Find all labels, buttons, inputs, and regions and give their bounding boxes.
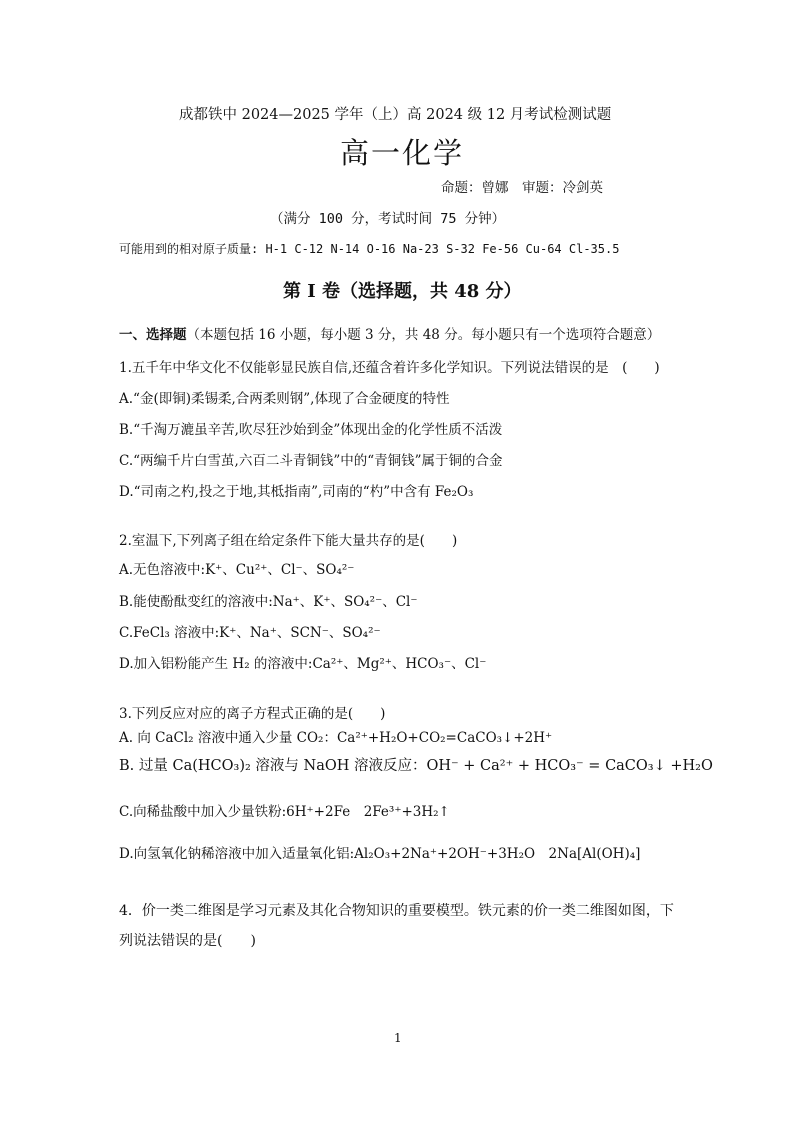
atomic-masses: 可能用到的相对原子质量: H-1 C-12 N-14 O-16 Na-23 S-32 Fe-56 Cu-64 Cl-35.5	[119, 242, 620, 256]
question-4-stem-line-2: 列说法错误的是( )	[119, 933, 256, 949]
question-3-option-c: C.向稀盐酸中加入少量铁粉:6H⁺+2Fe 2Fe³⁺+3H₂↑	[119, 804, 450, 820]
question-1-stem: 1.五千年中华文化不仅能彰显民族自信,还蕴含着许多化学知识。下列说法错误的是 ( )	[119, 360, 660, 376]
question-3-option-b: B. 过量 Ca(HCO₃)₂ 溶液与 NaOH 溶液反应：OH⁻ + Ca²⁺ + HCO₃⁻ = CaCO₃↓ +H₂O	[119, 758, 713, 774]
question-4-stem-line-1: 4．价一类二维图是学习元素及其化合物知识的重要模型。铁元素的价一类二维图如图，下	[119, 903, 674, 919]
question-1-option-a: A.“金(即铜)柔锡柔,合两柔则钢”,体现了合金硬度的特性	[119, 391, 450, 407]
question-1-option-d: D.“司南之杓,投之于地,其柢指南”,司南的“杓”中含有 Fe₂O₃	[119, 484, 474, 500]
exam-title: 成都铁中 2024—2025 学年（上）高 2024 级 12 月考试检测试题	[179, 107, 612, 123]
question-2-option-d: D.加入铝粉能产生 H₂ 的溶液中:Ca²⁺、Mg²⁺、HCO₃⁻、Cl⁻	[119, 656, 487, 672]
question-1-option-b: B.“千淘万漉虽辛苦,吹尽狂沙始到金”体现出金的化学性质不活泼	[119, 422, 503, 438]
question-2-option-a: A.无色溶液中:K⁺、Cu²⁺、Cl⁻、SO₄²⁻	[119, 562, 355, 578]
score-time: （满分 100 分，考试时间 75 分钟）	[270, 211, 506, 227]
question-3-option-a: A. 向 CaCl₂ 溶液中通入少量 CO₂：Ca²⁺+H₂O+CO₂=CaCO₃↓+2H⁺	[119, 730, 553, 746]
question-2-option-c: C.FeCl₃ 溶液中:K⁺、Na⁺、SCN⁻、SO₄²⁻	[119, 625, 381, 641]
subject-title: 高一化学	[340, 136, 465, 170]
question-1-option-c: C.“两编千片白雪茧,六百二斗青铜钱”中的“青铜钱”属于铜的合金	[119, 453, 503, 469]
part-heading	[119, 323, 660, 343]
section-title: 第 I 卷（选择题，共 48 分）	[283, 281, 522, 302]
question-2-stem: 2.室温下,下列离子组在给定条件下能大量共存的是( )	[119, 533, 458, 549]
page-number: 1	[394, 1031, 402, 1045]
question-3-option-d: D.向氢氧化钠稀溶液中加入适量氧化铝:Al₂O₃+2Na⁺+2OH⁻+3H₂O 2Na[Al(OH)₄]	[119, 846, 641, 862]
question-2-option-b: B.能使酚酞变红的溶液中:Na⁺、K⁺、SO₄²⁻、Cl⁻	[119, 594, 418, 610]
authors-line: 命题：曾娜 审题：冷剑英	[441, 180, 603, 196]
part-label: 一、选择题	[119, 327, 187, 343]
part-description: （本题包括 16 小题，每小题 3 分，共 48 分。每小题只有一个选项符合题意）	[186, 327, 661, 343]
question-3-stem: 3.下列反应对应的离子方程式正确的是( )	[119, 706, 386, 722]
